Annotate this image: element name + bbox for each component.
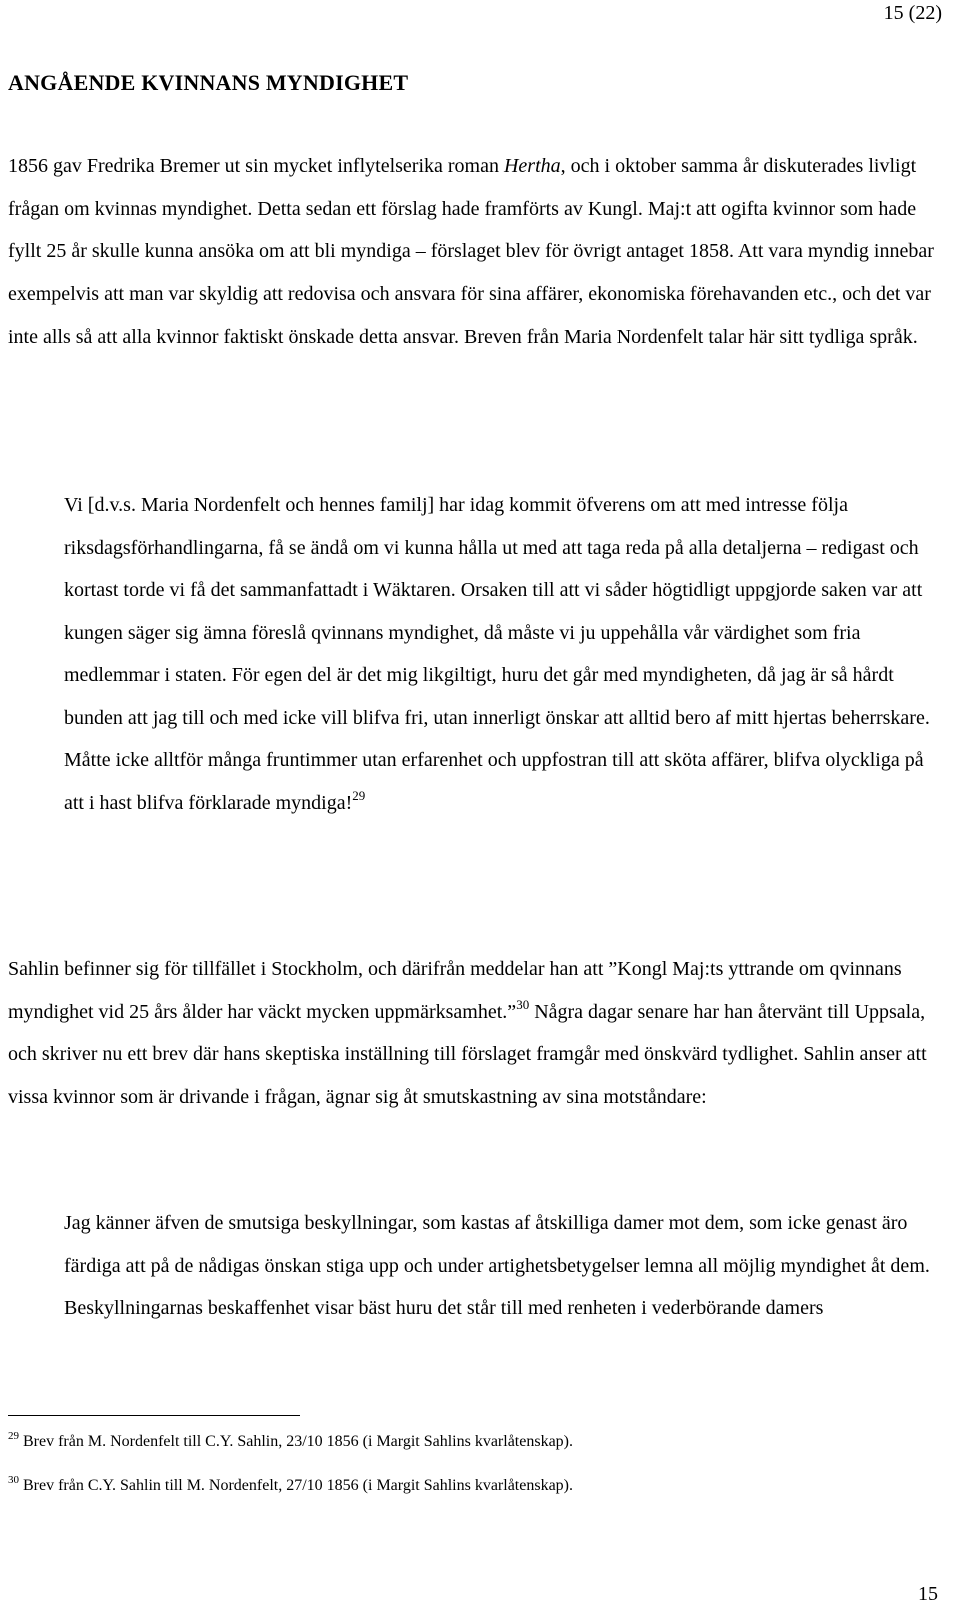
paragraph-sahlin-part2: Några dagar senare har han återvänt till Uppsala, och skriver nu ett brev där hans skeptiska inställning till förslaget framgår med önskvärd tydlighet. Sahlin anser att vissa kvinnor som är drivande i frågan, ägnar sig åt smutskastning av sina motståndare: (8, 1000, 927, 1109)
footnote-number: 29 (8, 1430, 19, 1442)
block-quote-nordenfelt (64, 484, 944, 824)
footnote-29 (8, 1432, 948, 1452)
block-quote-sahlin (64, 1202, 944, 1330)
page-counter: 15 (22) (883, 2, 942, 24)
footnote-30 (8, 1476, 948, 1496)
footnote-ref-30[interactable]: 30 (516, 996, 530, 1012)
section-heading: ANGÅENDE KVINNANS MYNDIGHET (8, 70, 409, 95)
page-number: 15 (918, 1583, 938, 1605)
footnote-ref-29[interactable]: 29 (352, 787, 366, 803)
footnote-text: Brev från C.Y. Sahlin till M. Nordenfelt, 27/10 1856 (i Margit Sahlins kvarlåtenskap). (23, 1477, 573, 1494)
paragraph-intro-lead: 1856 gav Fredrika Bremer ut sin mycket inflytelserika roman (8, 155, 504, 177)
footnote-divider (8, 1415, 300, 1416)
paragraph-sahlin-part1: Sahlin befinner sig för tillfället i Stockholm, och därifrån meddelar han att ”Kongl Maj:ts yttrande om qvinnans myndighet vid 25 års ålder har väckt mycken uppmärksamhet.” (8, 958, 902, 1023)
footnote-number: 30 (8, 1474, 19, 1486)
paragraph-intro-rest: , och i oktober samma år diskuterades livligt frågan om kvinnas myndighet. Detta sedan ett förslag hade framförts av Kungl. Maj:t att ogifta kvinnor som hade fyllt 25 år skulle kunna ansöka om att bli myndiga – förslaget blev för övrigt antaget 1858. Att vara myndig innebar exempelvis att man var skyldig att redovisa och ansvara för sina affärer, ekonomiska förehavanden etc., och det var inte alls så att alla kvinnor faktiskt önskade detta ansvar. Breven från Maria Nordenfelt talar här sitt tydliga språk. (8, 155, 934, 348)
paragraph-intro (8, 145, 952, 359)
footnote-text: Brev från M. Nordenfelt till C.Y. Sahlin, 23/10 1856 (i Margit Sahlins kvarlåtenskap). (23, 1433, 573, 1450)
block-quote-text: Vi [d.v.s. Maria Nordenfelt och hennes familj] har idag kommit öfverens om att med intresse följa riksdagsförhandlingarna, få se ändå om vi kunna hålla ut med att taga reda på alla detaljerna – redigast och kortast torde vi få det sammanfattadt i Wäktaren. Orsaken till att vi såder högtidligt uppgjorde saken var att kungen säger sig ämna föreslå qvinnans myndighet, då måste vi ju uppehålla vår värdighet som fria medlemmar i staten. För egen del är det mig likgiltigt, huru det går med myndigheten, då jag är så hårdt bunden att jag till och med icke vill blifva fri, utan innerligt önskar att alltid bero af mitt hjertas beherrskare. Måtte icke alltför många fruntimmer utan erfarenhet och uppfostran till att sköta affärer, blifva olyckliga på att i hast blifva förklarade myndiga! (64, 494, 930, 814)
block-quote-text: Jag känner äfven de smutsiga beskyllningar, som kastas af åtskilliga damer mot dem, som icke genast äro färdiga att på de nådigas önskan stiga upp och under artighetsbetygelser lemna all möjlig myndighet åt dem. Beskyllningarnas beskaffenhet visar bäst huru det står till med renheten i vederbörande damers (64, 1212, 930, 1319)
book-title: Hertha (503, 155, 561, 177)
paragraph-sahlin (8, 948, 952, 1119)
